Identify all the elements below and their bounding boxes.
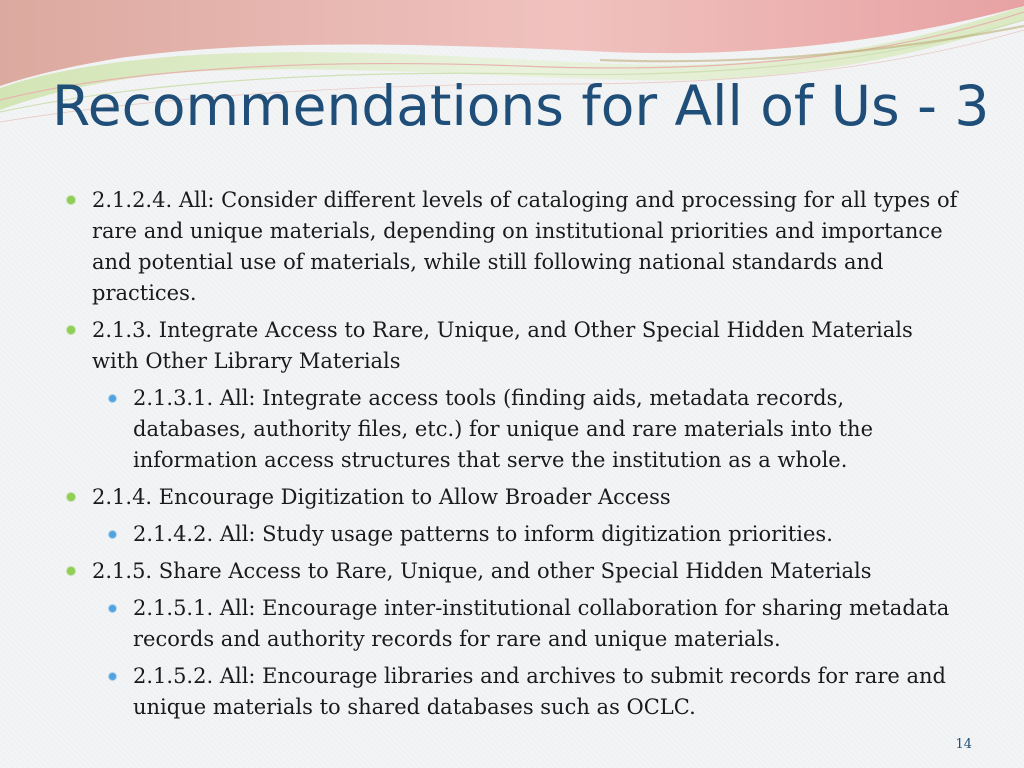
sub-bullet-text: 2.1.5.2. All: Encourage libraries and archives to submit records for rare and unique materials to shared databases such as OCLC. [133, 664, 946, 719]
blue-bullet-icon [109, 673, 116, 680]
sub-bullet-item [62, 383, 962, 476]
blue-bullet-icon [109, 605, 116, 612]
blue-bullet-icon [109, 395, 116, 402]
bullet-item [62, 482, 962, 513]
sub-bullet-text: 2.1.3.1. All: Integrate access tools (finding aids, metadata records, databases, authority files, etc.) for unique and rare materials into the information access structures that serve the institution as a whole. [133, 386, 874, 472]
green-bullet-icon [67, 196, 75, 204]
green-bullet-icon [67, 493, 75, 501]
green-bullet-icon [67, 326, 75, 334]
page-number: 14 [955, 737, 972, 752]
bullet-list [62, 185, 962, 729]
bullet-text: 2.1.4. Encourage Digitization to Allow Broader Access [92, 485, 671, 509]
blue-bullet-icon [109, 531, 116, 538]
sub-bullet-item [62, 519, 962, 550]
sub-bullet-item [62, 593, 962, 655]
bullet-item [62, 185, 962, 309]
bullet-text: 2.1.3. Integrate Access to Rare, Unique, and Other Special Hidden Materials with Other Library Materials [92, 318, 913, 373]
sub-bullet-item [62, 661, 962, 723]
green-bullet-icon [67, 567, 75, 575]
bullet-item [62, 315, 962, 377]
sub-bullet-text: 2.1.5.1. All: Encourage inter-institutional collaboration for sharing metadata records and authority records for rare and unique materials. [133, 596, 950, 651]
sub-bullet-text: 2.1.4.2. All: Study usage patterns to inform digitization priorities. [133, 522, 833, 546]
bullet-text: 2.1.2.4. All: Consider different levels of cataloging and processing for all types of rare and unique materials, depending on institutional priorities and importance and potential use of materials, while still following national standards and practices. [92, 188, 958, 305]
bullet-text: 2.1.5. Share Access to Rare, Unique, and other Special Hidden Materials [92, 559, 872, 583]
slide-title: Recommendations for All of Us - 3 [52, 74, 990, 138]
bullet-item [62, 556, 962, 587]
